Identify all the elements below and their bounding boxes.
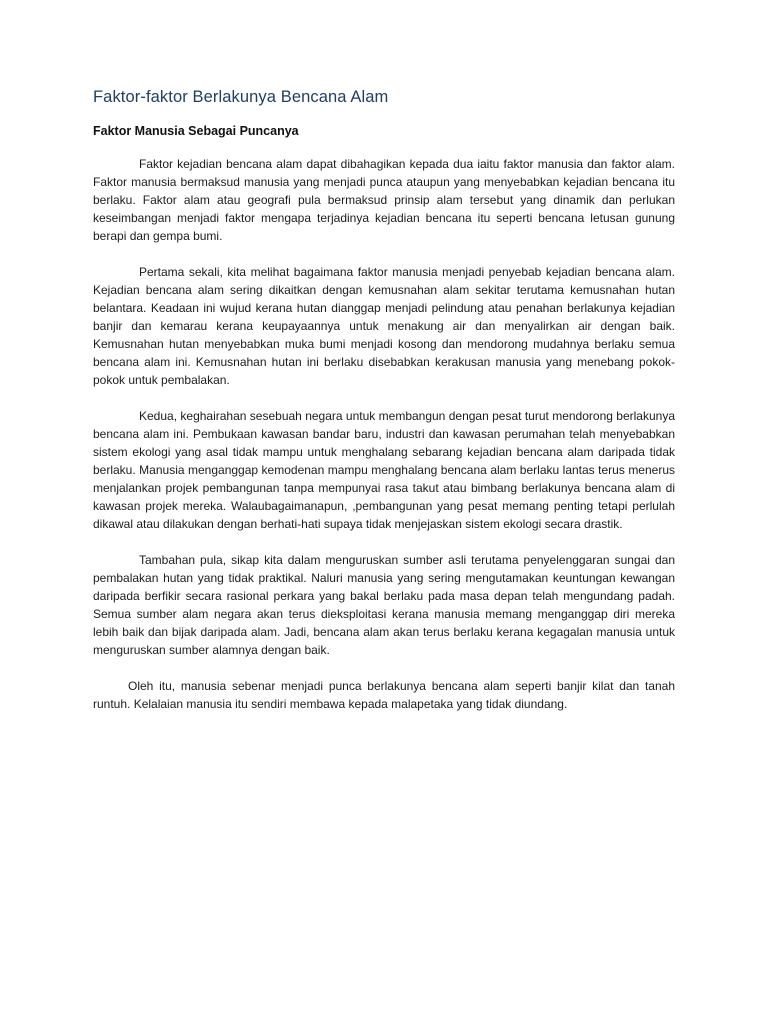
paragraph-2: Pertama sekali, kita melihat bagaimana faktor manusia menjadi penyebab kejadian bencana alam. Kejadian bencana alam sering dikaitkan dengan kemusnahan alam sekitar terutama kemusnahan hutan belantara. Keadaan ini wujud kerana hutan dianggap menjadi pelindung atau penahan berlakunya kejadian banjir dan kemarau kerana keupayaannya untuk menakung air dan menyalirkan air dengan baik. Kemusnahan hutan menyebabkan muka bumi menjadi kosong dan mendorong mudahnya berlaku semua bencana alam ini. Kemusnahan hutan ini berlaku disebabkan kerakusan manusia yang menebang pokok-pokok untuk pembalakan. <box>93 265 675 387</box>
section-heading: Faktor Manusia Sebagai Puncanya <box>93 124 299 138</box>
paragraph-1: Faktor kejadian bencana alam dapat dibahagikan kepada dua iaitu faktor manusia dan faktor alam. Faktor manusia bermaksud manusia yang menjadi punca ataupun yang menyebabkan kejadian bencana itu berlaku. Faktor alam atau geografi pula bermaksud prinsip alam tersebut yang dinamik dan perlukan keseimbangan menjadi faktor mengapa terjadinya kejadian bencana itu seperti bencana letusan gunung berapi dan gempa bumi. <box>93 157 675 243</box>
document-title: Faktor-faktor Berlakunya Bencana Alam <box>93 88 389 106</box>
document-body <box>93 86 675 713</box>
paragraph-5: Oleh itu, manusia sebenar menjadi punca berlakunya bencana alam seperti banjir kilat dan tanah runtuh. Kelalaian manusia itu sendiri membawa kepada malapetaka yang tidak diundang. <box>93 679 675 711</box>
paragraph-4: Tambahan pula, sikap kita dalam menguruskan sumber asli terutama penyelenggaran sungai dan pembalakan hutan yang tidak praktikal. Naluri manusia yang sering mengutamakan keuntungan kewangan daripada berfikir secara rasional perkara yang bakal berlaku pada masa depan telah mengundang padah. Semua sumber alam negara akan terus dieksploitasi kerana manusia memang menganggap diri mereka lebih baik dan bijak daripada alam. Jadi, bencana alam akan terus berlaku kerana kegagalan manusia untuk menguruskan sumber alamnya dengan baik. <box>93 553 675 657</box>
paragraph-3: Kedua, keghairahan sesebuah negara untuk membangun dengan pesat turut mendorong berlakunya bencana alam ini. Pembukaan kawasan bandar baru, industri dan kawasan perumahan telah menyebabkan sistem ekologi yang asal tidak mampu untuk menghalang sebarang kejadian bencana alam daripada tidak berlaku. Manusia menganggap kemodenan mampu menghalang bencana alam berlaku lantas terus menerus menjalankan projek pembangunan tanpa mempunyai rasa takut atau bimbang berlakunya bencana alam di kawasan projek mereka. Walaubagaimanapun, ,pembangunan yang pesat memang penting tetapi perlulah dikawal atau dilakukan dengan berhati-hati supaya tidak menjejaskan sistem ekologi secara drastik. <box>93 409 675 531</box>
